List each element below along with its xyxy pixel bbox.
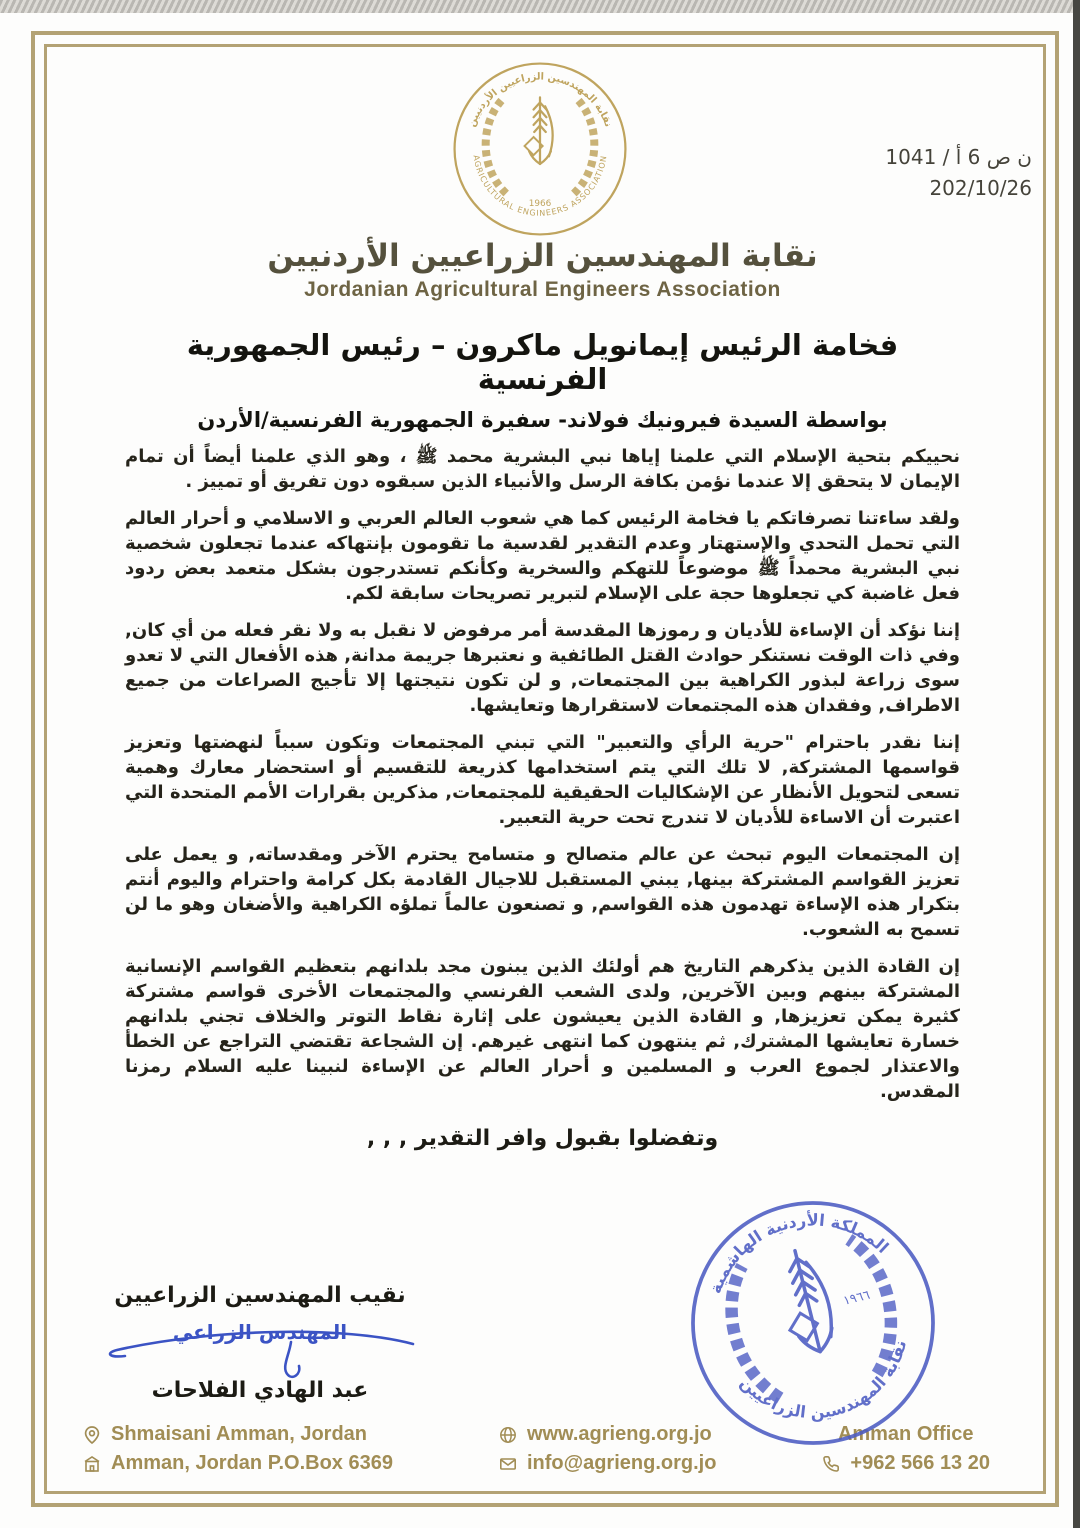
wheat-icon	[525, 97, 553, 164]
website-url: www.agrieng.org.jo	[526, 1423, 712, 1445]
paragraph-4: إننا نقدر باحترام "حرية الرأي والتعبير" التي تبني المجتمعات وتكون سبباً لنهضتها وتعزيز قواسمها المشتركة, لا تلك التي يتم استخدامها كذريعة للتقسيم أو استحضار معارك وهمية تسعى لتحويل الأنظار عن الإشكاليات الحقيقية للمجتمعات, مذكرين بقرارات الأمم المتحدة التي اعتبرت أن الاساءة للأديان لا تندرج تحت حرية التعبير.	[125, 732, 960, 828]
signature-stamp-text: المهندس الزراعي	[172, 1320, 348, 1344]
letter-title: فخامة الرئيس إيمانويل ماكرون – رئيس الجمهورية الفرنسية	[186, 328, 899, 396]
building-icon	[82, 1454, 102, 1474]
handwritten-signature	[95, 1312, 425, 1378]
address-line-1: Shmaisani Amman, Jordan	[111, 1423, 367, 1445]
seal-arc-top-text: نقابة المهندسين الزراعيين الأردنيين	[466, 71, 614, 129]
phone-row	[821, 1449, 990, 1478]
laurel-branch-right	[574, 99, 594, 193]
stamp-arc-top-text: المملكة الأردنية الهاشمية	[705, 1210, 893, 1296]
scan-artifact-right	[1073, 0, 1080, 1528]
paragraph-2: ولقد ساءتنا تصرفاتكم يا فخامة الرئيس كما هي شعوب العالم العربي و الاسلامي و أحرار العالم التي تحمل التحدي والإستهتار وعدم التقدير لقدسية ما تقومون بإنتهاكه عندما تجعلون شخصية نبي البشرية محمداً ﷺ موضوعاً للتهكم والسخرية وكأنكم تستدرجون بشكل متعمد بعض ردود فعل غاضبة كي تجعلوها حجة على الإسلام لتبرير تصريحات سابقة لكم.	[125, 508, 960, 604]
footer-address-column	[82, 1420, 393, 1478]
envelope-icon	[498, 1454, 518, 1474]
email-row	[498, 1449, 717, 1478]
association-seal-logo	[451, 60, 629, 238]
address-line-2: Amman, Jordan P.O.Box 6369	[111, 1452, 393, 1474]
org-name-arabic: نقابة المهندسين الزراعيين الأردنيين	[267, 238, 818, 274]
office-label: Amman Office	[837, 1423, 974, 1445]
reference-date: 202/10/26	[929, 176, 1032, 200]
stamp-arc-bottom-text: نقابة المهندسين الزراعيين	[736, 1338, 911, 1423]
paragraph-6: إن القادة الذين يذكرهم التاريخ هم أولئك الذين يبنون مجد بلدانهم بتعظيم القواسم الإنسانية المشتركة بينهم وبين الآخرين, ولدى الشعب الفرنسي والمجتمعات الأخرى قواسم مشتركة كثيرة يمكن تعزيزها, و القادة الذين يعيشون على إثارة نقاط التوتر والخلاف تجني بلدانهم خسارة تعايشها المشترك, ثم ينتهون كما انتهى غيرهم. إن الشجاعة تقتضي التراجع عن الخطأ والاعتذار لجموع العرب و المسلمين و أحرار العالم عن الإساءة لنبينا عليه السلام رمزنا المقدس.	[125, 956, 960, 1102]
org-name-english: Jordanian Agricultural Engineers Association	[304, 278, 781, 301]
laurel-branch-left	[486, 99, 506, 193]
scan-artifact-top	[0, 0, 1080, 13]
globe-icon	[498, 1425, 518, 1445]
seal-year: 1966	[528, 198, 552, 209]
email-address: info@agrieng.org.jo	[526, 1452, 717, 1474]
closing-salutation: وتفضلوا بقبول وافر التقدير , , ,	[366, 1126, 719, 1151]
reference-number: ن ص 6 أ / 1041	[885, 145, 1032, 169]
signatory-title: نقيب المهندسين الزراعيين	[114, 1283, 406, 1308]
website-row	[498, 1420, 717, 1449]
phone-number: +962 566 13 20	[850, 1452, 990, 1474]
seal-arc-bottom-text: AGRICULTURAL ENGINEERS ASSOCIATION	[471, 154, 609, 218]
stamp-year: ١٩٦٦	[841, 1286, 872, 1308]
signature-block	[95, 1283, 425, 1403]
signatory-name: عبد الهادي الفلاحات	[151, 1378, 369, 1403]
phone-icon	[821, 1454, 841, 1474]
letter-body	[125, 238, 960, 1151]
footer-web-column	[498, 1420, 717, 1478]
paragraph-5: إن المجتمعات اليوم تبحث عن عالم متصالح و متسامح يحترم الآخر ومقدساته, و يعمل على تعزيز القواسم المشتركة بينها, يبني المستقبل للاجيال القادمة بكل كرامة واحترام واليوم أنتم بتكرار هذه الإساءة تهدمون هذه القواسم, و تصنعون عالماً تملؤه الكراهية والأضغان وهو ما لن تسمح به الشعوب.	[125, 844, 960, 940]
gold-seal-icon	[451, 60, 629, 238]
address-row-1	[82, 1420, 393, 1449]
location-pin-icon	[82, 1425, 102, 1445]
paragraph-3: إننا نؤكد أن الإساءة للأديان و رموزها المقدسة أمر مرفوض لا نقبل به ولا نقر فعله من أي كان, وفي ذات الوقت نستنكر حوادث القتل الطائفية و نعتبرها جريمة مدانة, هذه الأفعال التي لا تعدو سوى زراعة لبذور الكراهية بين المجتمعات, و لن تكون نتيجتها إلا تأجيج الصراعات من جميع الاطراف, وفقدان هذه المجتمعات لاستقرارها وتعايشها.	[125, 620, 960, 716]
reference-block	[885, 142, 1032, 204]
wheat-icon	[772, 1246, 840, 1358]
paragraph-1: نحييكم بتحية الإسلام التي علمنا إياها نبي البشرية محمد ﷺ ، وهو الذي علمنا أيضاً أن تمام الإيمان لا يتحقق إلا عندما نؤمن بكافة الرسل والأنبياء الذين سبقوه دون تفريق أو تمييز .	[125, 446, 960, 492]
letter-subtitle: بواسطة السيدة فيرونيك فولاند- سفيرة الجمهورية الفرنسية/الأردن	[197, 408, 888, 432]
address-row-2	[82, 1449, 393, 1478]
